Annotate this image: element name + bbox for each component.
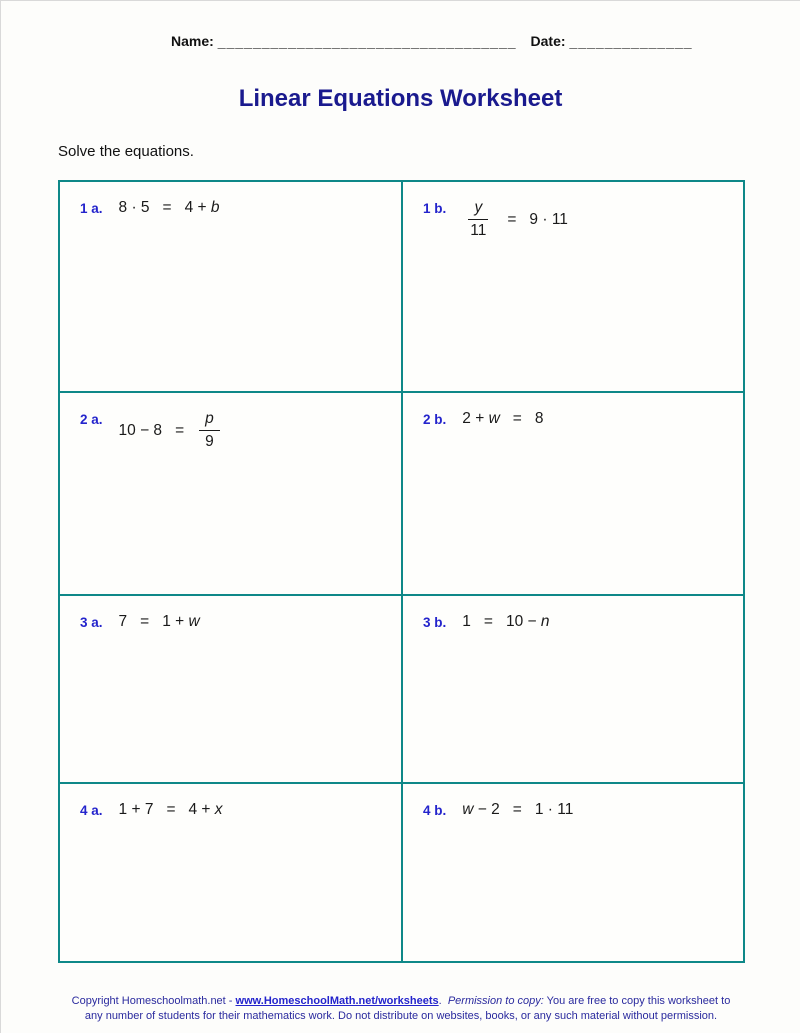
equation-text: 1 <box>462 613 471 630</box>
equation-variable: x <box>214 801 223 818</box>
date-label: Date: <box>530 33 566 49</box>
equation-text: 1 + <box>162 613 189 630</box>
fraction <box>464 199 492 240</box>
footer-copyright <box>71 994 734 1025</box>
problems-table <box>58 180 745 963</box>
problem-label: 1 a. <box>80 201 103 216</box>
equation <box>119 198 220 217</box>
equation <box>462 612 549 631</box>
page-title: Linear Equations Worksheet <box>238 85 563 112</box>
problem-label: 3 b. <box>423 615 447 630</box>
problem-cell-2b <box>401 391 743 594</box>
equation-text: 1 · 11 <box>534 801 574 818</box>
problem-cell-3b <box>401 594 743 782</box>
problem-cell-1b <box>401 182 743 391</box>
equation-text: 9 · 11 <box>529 210 568 228</box>
instructions-text: Solve the equations. <box>58 143 194 160</box>
equation-variable: w <box>462 801 474 818</box>
problem-label: 1 b. <box>423 201 447 216</box>
equation-text: 9 <box>205 433 214 450</box>
equation-variable: w <box>488 410 500 427</box>
equals-sign: = <box>166 801 176 818</box>
equation-text: 8 · 5 <box>118 199 150 216</box>
equation-text: 10 − 8 <box>118 421 163 439</box>
equation-text: 1 + 7 <box>118 801 154 818</box>
fraction-numerator <box>199 410 220 431</box>
equation-variable: b <box>210 199 220 216</box>
problem-label: 4 a. <box>80 803 103 818</box>
equation-text: 4 + <box>188 801 215 818</box>
equation-text: 2 + <box>462 410 489 427</box>
equation-variable: y <box>474 199 483 216</box>
fraction <box>199 410 220 451</box>
equals-sign: = <box>175 421 185 439</box>
equation <box>119 409 222 451</box>
equation-text: 4 + <box>184 199 211 216</box>
equation <box>462 800 573 819</box>
equation <box>462 198 568 240</box>
equation-variable: n <box>540 613 550 630</box>
fraction-denominator <box>464 220 492 240</box>
equals-sign: = <box>507 210 517 228</box>
equation-text: 11 <box>470 222 487 239</box>
problem-label: 2 b. <box>423 412 447 427</box>
equation <box>119 612 200 631</box>
equation-text: 10 − <box>505 613 541 630</box>
equation-text: 8 <box>534 410 544 427</box>
date-blank-line[interactable]: ______________ <box>569 33 693 49</box>
equation-text: − 2 <box>473 801 500 818</box>
problem-cell-3a <box>60 594 401 782</box>
fraction-denominator <box>199 431 220 451</box>
equation-variable: p <box>205 410 214 427</box>
problem-label: 4 b. <box>423 803 447 818</box>
equals-sign: = <box>483 613 493 630</box>
equals-sign: = <box>512 410 522 427</box>
permission-label: Permission to copy: <box>447 995 544 1007</box>
equals-sign: = <box>162 199 172 216</box>
equation <box>462 409 543 428</box>
worksheets-link[interactable]: www.HomeschoolMath.net/worksheets <box>235 995 439 1007</box>
problem-cell-1a <box>60 182 401 391</box>
equation <box>119 800 223 819</box>
name-blank-line[interactable]: __________________________________ <box>217 33 517 49</box>
problem-label: 2 a. <box>80 412 103 427</box>
problem-label: 3 a. <box>80 615 103 630</box>
equals-sign: = <box>140 613 150 630</box>
problem-cell-4b <box>401 782 743 961</box>
equation-variable: w <box>188 613 200 630</box>
equation-text: 7 <box>118 613 128 630</box>
problem-cell-2a <box>60 391 401 594</box>
name-label: Name: <box>171 33 214 49</box>
after-link-text: . <box>438 995 448 1007</box>
fraction-numerator <box>468 199 488 220</box>
equals-sign: = <box>512 801 522 818</box>
name-date-row <box>171 33 693 49</box>
copyright-text: Copyright Homeschoolmath.net - <box>71 995 236 1007</box>
permission-text: You are free to copy this worksheet to any number of students for their mathematics work. Do not distribute on websites, books, or any such material without permission. <box>84 995 734 1023</box>
problem-cell-4a <box>60 782 401 961</box>
